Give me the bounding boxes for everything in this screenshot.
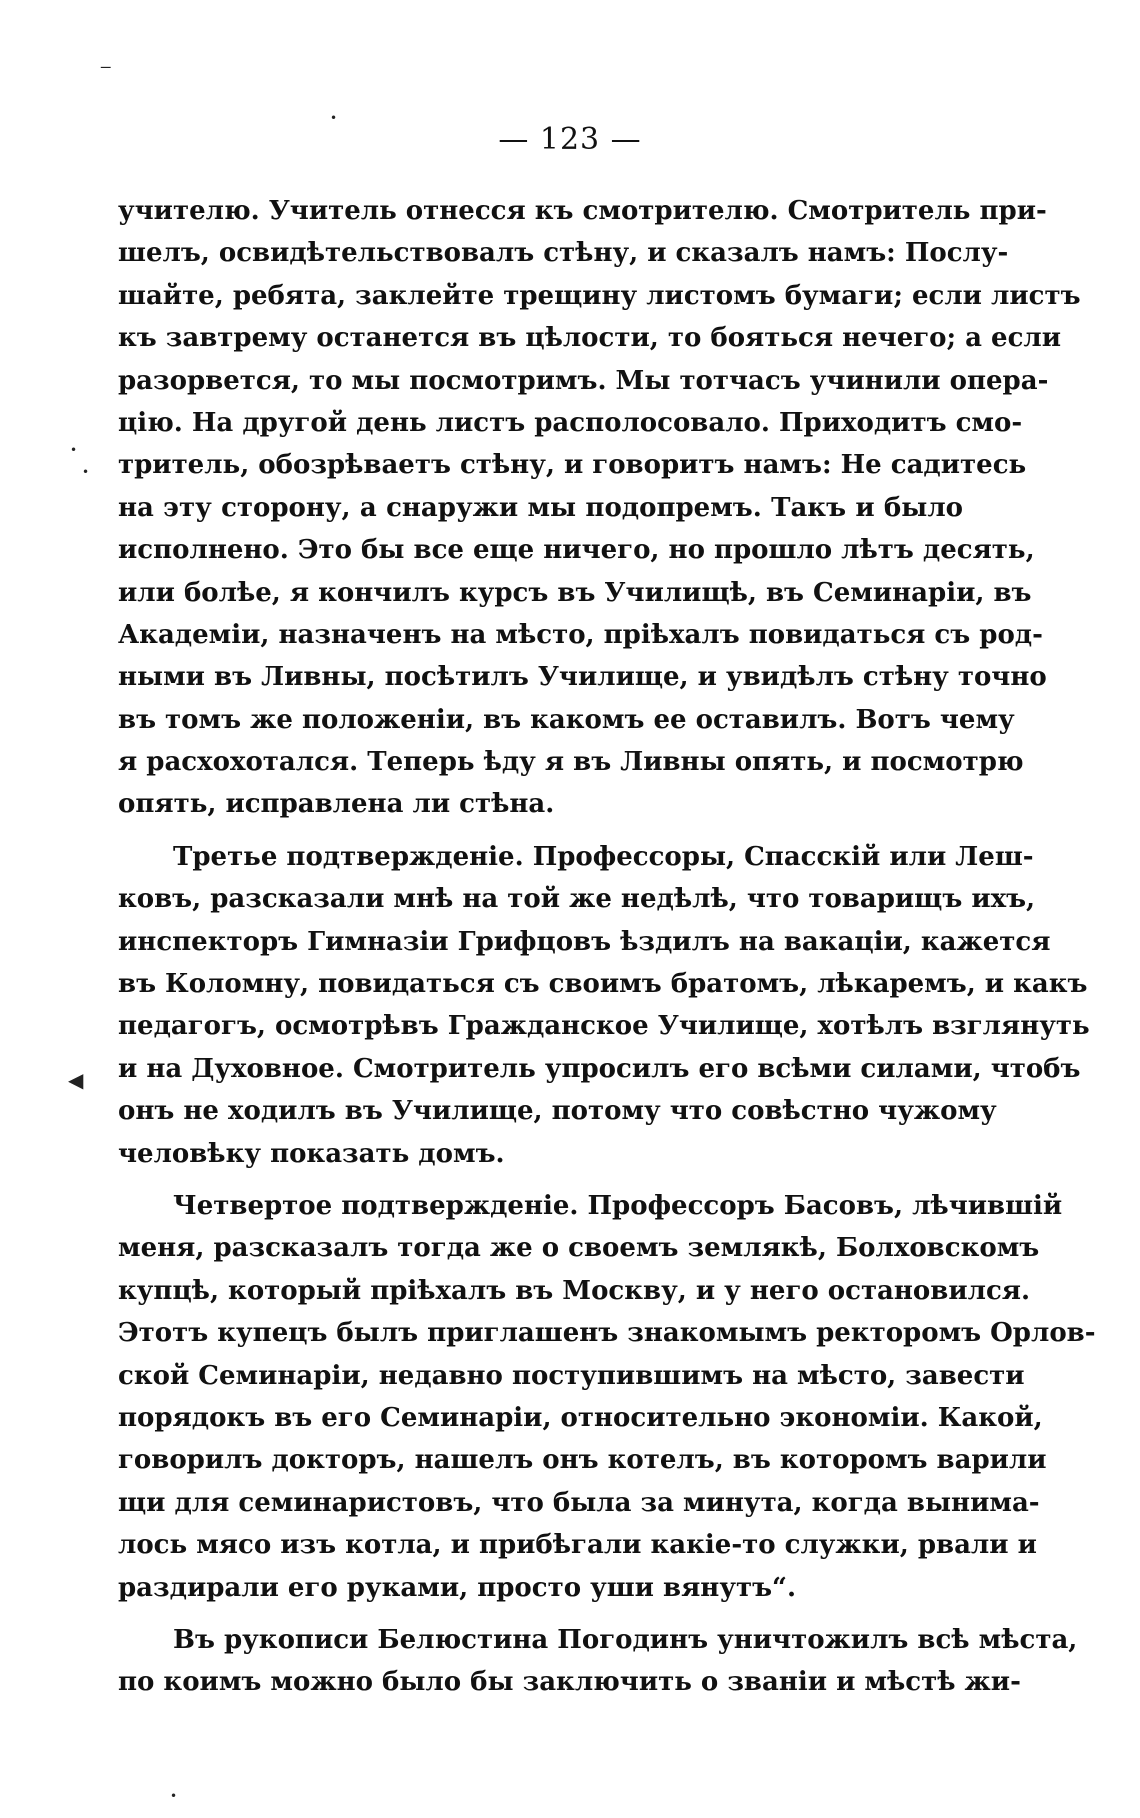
text-line: педагогъ, осмотрѣвъ Гражданское Училище, хотѣлъ взглянуть [118,1011,1090,1042]
text-line: ными въ Ливны, посѣтилъ Училище, и увидѣлъ стѣну точно [118,662,1047,693]
text-line: говорилъ докторъ, нашелъ онъ котелъ, въ которомъ варили [118,1445,1047,1476]
text-line: порядокъ въ его Семинаріи, относительно экономіи. Какой, [118,1402,1043,1433]
text-line: меня, разсказалъ тогда же о своемъ землякѣ, Болховскомъ [118,1233,1040,1264]
text-line: Этотъ купецъ былъ приглашенъ знакомымъ ректоромъ Орлов- [118,1318,1096,1349]
paragraph-3 [118,1185,1096,1609]
text-line: ской Семинаріи, недавно поступившимъ на мѣсто, завести [118,1360,1025,1391]
margin-speck: • [170,1789,178,1803]
text-line: я расхохотался. Теперь ѣду я въ Ливны опять, и посмотрю [118,747,1024,778]
text-line: шелъ, освидѣтельствовалъ стѣну, и сказалъ намъ: Послу- [118,238,1009,269]
text-line: по коимъ можно было бы заключить о званіи и мѣстѣ жи- [118,1667,1021,1698]
text-line: купцѣ, который пріѣхалъ въ Москву, и у него остановился. [118,1275,1031,1306]
text-line: шайте, ребята, заклейте трещину листомъ бумаги; если листъ [118,280,1081,311]
text-line: Академіи, назначенъ на мѣсто, пріѣхалъ повидаться съ род- [118,619,1043,650]
text-line: учителю. Учитель отнесся къ смотрителю. Смотритель при- [118,196,1047,226]
text-line: опять, исправлена ли стѣна. [118,789,555,820]
paragraph-4 [118,1619,1078,1704]
margin-speck: • [330,111,338,125]
margin-speck: ‒ [100,56,112,77]
text-line: Въ рукописи Белюстина Погодинъ уничтожилъ всѣ мѣста, [173,1624,1078,1655]
paragraph-2 [118,836,1090,1175]
text-line: въ томъ же положеніи, въ какомъ ее оставилъ. Вотъ чему [118,704,1015,735]
text-line: раздирали его руками, просто уши вянутъ“. [118,1572,797,1603]
text-line: къ завтрему останется въ цѣлости, то бояться нечего; а если [118,323,1062,354]
margin-speck: • [82,465,90,479]
text-line: Третье подтвержденіе. Профессоры, Спасскій или Леш- [173,841,1034,872]
margin-arrow: ◀ [68,1068,84,1092]
text-line: въ Коломну, повидаться съ своимъ братомъ, лѣкаремъ, и какъ [118,969,1088,1000]
text-line: цію. На другой день листъ располосовало. Приходитъ смо- [118,407,1023,438]
text-line: или болѣе, я кончилъ курсъ въ Училищѣ, въ Семинаріи, въ [118,577,1032,608]
text-line: разорвется, то мы посмотримъ. Мы тотчасъ учинили опера- [118,365,1049,396]
text-line: щи для семинаристовъ, что была за минута, когда вынима- [118,1487,1040,1518]
paragraph-1 [118,190,1081,826]
margin-speck: • [70,443,78,457]
text-line: на эту сторону, а снаружи мы подопремъ. Такъ и было [118,492,963,523]
text-line: и на Духовное. Смотритель упросилъ его всѣми силами, чтобъ [118,1053,1081,1084]
text-line: Четвертое подтвержденіе. Профессоръ Басовъ, лѣчившій [173,1190,1063,1221]
text-line: лось мясо изъ котла, и прибѣгали какіе-то служки, рвали и [118,1530,1037,1561]
text-line: человѣку показать домъ. [118,1138,505,1169]
text-line: тритель, обозрѣваетъ стѣну, и говоритъ намъ: Не садитесь [118,450,1027,481]
text-line: инспекторъ Гимназіи Грифцовъ ѣздилъ на вакаціи, кажется [118,926,1051,957]
text-line: онъ не ходилъ въ Училище, потому что совѣстно чужому [118,1096,997,1127]
text-line: ковъ, разсказали мнѣ на той же недѣлѣ, что товарищъ ихъ, [118,884,1036,915]
text-line: исполнено. Это бы все еще ничего, но прошло лѣтъ десять, [118,535,1035,566]
body-text [118,190,1096,1704]
page-number: — 123 — [498,122,642,157]
